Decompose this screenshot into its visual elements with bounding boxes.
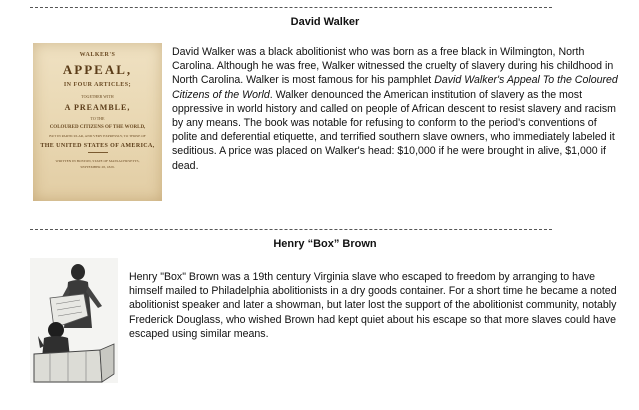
henry-box-brown-engraving-image xyxy=(30,258,118,383)
cover-line: A PREAMBLE, xyxy=(64,103,131,112)
cover-line: APPEAL, xyxy=(62,62,133,77)
paragraph-text: David Walker was a black abolitionist who was born as a free black in Wilmington, North Carolina. Although he was free, Walker witnessed the cruelty of slavery during his childhood in North Carolina. Walker is most famous for his pamphlet xyxy=(172,46,614,87)
cover-line: THE UNITED STATES OF AMERICA, xyxy=(40,143,155,149)
pamphlet-title: David Walker's Appeal To the Coloured Citizens of the World xyxy=(172,74,618,101)
divider-middle xyxy=(30,229,552,230)
cover-line: IN FOUR ARTICLES; xyxy=(63,82,132,88)
paragraph-text: . Walker denounced the American institution of slavery as the most oppressive in world history and called on people of African descent to resist slavery and racism by any means. The book was notable for refusing to conform to the period's conventions of polite and deferential etiquette, and terrified southern slave owners, who immediately labeled it seditious. A price was placed on Walker's head: $10,000 if he were brought in alive, $1,000 if dead. xyxy=(172,88,616,172)
section-heading-david-walker: David Walker xyxy=(290,16,360,28)
henry-box-brown-paragraph: Henry "Box" Brown was a 19th century Virginia slave who escaped to freedom by arranging to have himself mailed to Philadelphia abolitionists in a dry goods container. For a short time he became a noted abolitionist speaker and later a showman, but later lost the support of the abolitionist community, notably Frederick Douglass, who wished Brown had kept quiet about his escape so that more slaves could have escaped using similar means. xyxy=(129,271,617,340)
cover-line: TO THE xyxy=(90,116,105,121)
cover-line: WRITTEN IN BOSTON, STATE OF MASSACHUSETTS, xyxy=(55,159,140,163)
divider-top xyxy=(30,7,552,8)
david-walker-paragraph xyxy=(172,45,620,173)
cover-line: TOGETHER WITH xyxy=(81,94,114,99)
section-heading-henry-box-brown: Henry “Box” Brown xyxy=(273,238,377,250)
cover-rule xyxy=(88,152,108,153)
walkers-appeal-cover-image xyxy=(33,43,162,201)
cover-line: WALKER'S xyxy=(79,52,116,58)
cover-line: SEPTEMBER 28, 1829. xyxy=(80,165,115,169)
cover-line: BUT IN PARTICULAR, AND VERY EXPRESSLY, TO THOSE OF xyxy=(49,134,146,138)
cover-line: COLOURED CITIZENS OF THE WORLD, xyxy=(49,125,146,130)
